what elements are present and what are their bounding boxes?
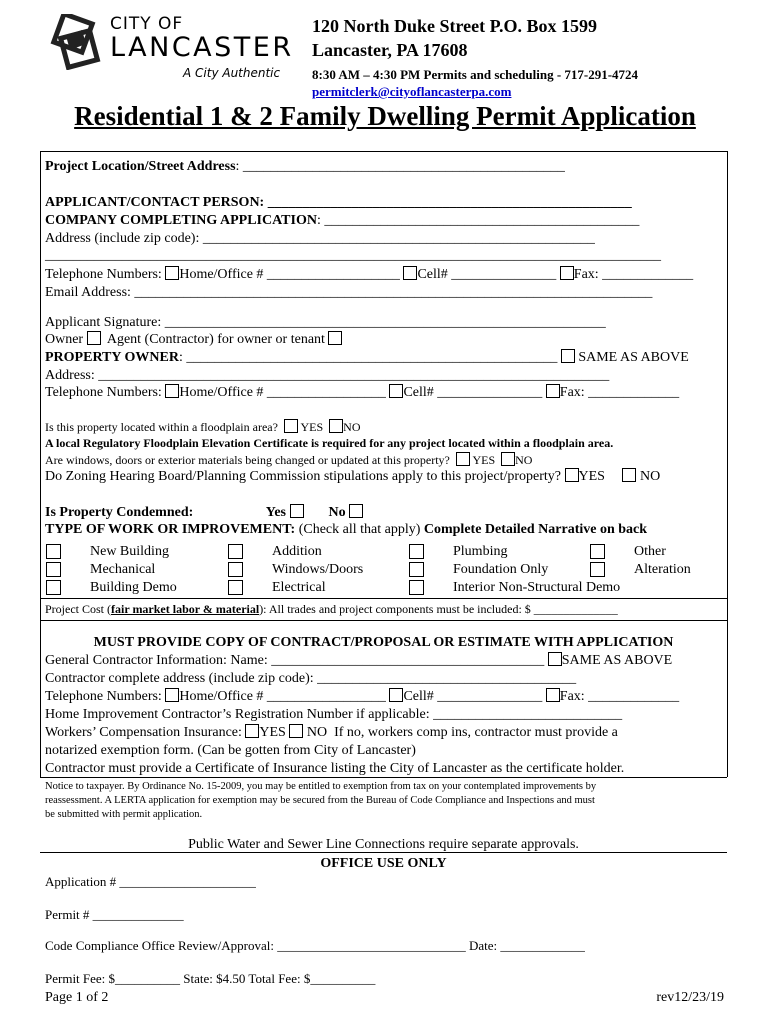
home-office-checkbox[interactable] (165, 266, 179, 280)
plumbing-checkbox[interactable] (409, 544, 424, 559)
zoning-no-label: NO (639, 469, 661, 484)
zoning-question: Do Zoning Hearing Board/Planning Commission stipulations apply to this project/property? (45, 469, 561, 484)
contractor-phone-row (45, 688, 679, 706)
project-location-label: Project Location/Street Address (45, 159, 236, 174)
company-row[interactable] (45, 212, 639, 230)
work-option-addition: Addition (272, 544, 322, 559)
home-office-field[interactable]: Home/Office # ___________________ (179, 267, 400, 282)
address-line-1: 120 North Duke Street P.O. Box 1599 (312, 16, 597, 36)
work-col-4 (634, 543, 691, 579)
hic-registration-field[interactable]: Home Improvement Contractor’s Registration Number if applicable: ___________________________ (45, 707, 623, 722)
floodplain-yes-checkbox[interactable] (284, 419, 298, 433)
applicant-address-line-2[interactable]: ________________________________________________________________________________________ (45, 248, 661, 263)
agent-checkbox[interactable] (328, 331, 342, 345)
owner-phone-row (45, 384, 679, 402)
workers-comp-row (45, 724, 618, 742)
work-type-instructions: (Check all that apply) (295, 522, 424, 537)
windows-doors-checkbox[interactable] (228, 562, 243, 577)
cell-field[interactable]: Cell# _______________ (417, 267, 557, 282)
taxpayer-notice-line-1: Notice to taxpayer. By Ordinance No. 15-2009, you may be entitled to exemption from tax on your contemplated improvements by (45, 781, 597, 792)
office-use-divider (40, 852, 727, 853)
floodplain-row (45, 419, 361, 435)
work-option-alteration: Alteration (634, 562, 691, 577)
contractor-fax-checkbox[interactable] (546, 688, 560, 702)
work-option-mechanical: Mechanical (90, 562, 156, 577)
applicant-address-field[interactable]: Address (include zip code): ________________________________________________________ (45, 231, 595, 246)
permit-number-field[interactable]: Permit # ______________ (45, 907, 184, 922)
owner-same-as-above-checkbox[interactable] (561, 349, 575, 363)
form-top-border (40, 151, 727, 152)
foundation-only-checkbox[interactable] (409, 562, 424, 577)
work-option-plumbing: Plumbing (453, 544, 508, 559)
workers-comp-no-label: NO (306, 725, 328, 740)
condemned-no-checkbox[interactable] (349, 504, 363, 518)
city-logo (48, 12, 298, 86)
condemned-no-label: No (328, 505, 346, 520)
condemned-label: Is Property Condemned: (45, 505, 194, 520)
zoning-row (45, 468, 660, 486)
page-number: Page 1 of 2 (45, 990, 109, 1005)
contractor-fax-field[interactable]: Fax: _____________ (559, 689, 680, 704)
work-section-divider (40, 598, 727, 599)
work-option-building-demo: Building Demo (90, 580, 177, 595)
project-location-row[interactable] (45, 158, 565, 176)
project-cost-emphasis: fair market labor & material (111, 602, 260, 616)
zoning-no-checkbox[interactable] (622, 468, 636, 482)
owner-fax-checkbox[interactable] (546, 384, 560, 398)
contractor-cell-field[interactable]: Cell# _______________ (403, 689, 543, 704)
fees-row[interactable]: Permit Fee: $__________ State: $4.50 Total Fee: $__________ (45, 971, 376, 986)
work-col-3 (453, 543, 620, 597)
fax-checkbox[interactable] (560, 266, 574, 280)
zoning-yes-checkbox[interactable] (565, 468, 579, 482)
workers-comp-yes-label: YES (259, 725, 286, 740)
gc-info-row (45, 652, 672, 670)
workers-comp-no-checkbox[interactable] (289, 724, 303, 738)
work-option-interior-demo: Interior Non-Structural Demo (453, 580, 621, 595)
cell-checkbox[interactable] (403, 266, 417, 280)
taxpayer-notice (45, 780, 596, 822)
project-cost-field[interactable]: ): All trades and project components must be included: $ ______________ (259, 602, 618, 616)
materials-yes-label: YES (472, 453, 496, 467)
contractor-home-office-field[interactable]: Home/Office # _________________ (179, 689, 386, 704)
work-option-windows-doors: Windows/Doors (272, 562, 364, 577)
form-right-border (727, 151, 728, 777)
owner-cell-checkbox[interactable] (389, 384, 403, 398)
office-hours: 8:30 AM – 4:30 PM Permits and scheduling - 717-291-4724 (312, 67, 639, 82)
owner-home-office-field[interactable]: Home/Office # _________________ (179, 385, 386, 400)
materials-no-checkbox[interactable] (501, 452, 515, 466)
work-type-heading (45, 521, 647, 539)
gc-same-as-above-checkbox[interactable] (548, 652, 562, 666)
floodplain-question: Is this property located within a floodplain area? (45, 420, 278, 434)
revision-date: rev12/23/19 (656, 990, 724, 1005)
work-option-foundation-only: Foundation Only (453, 562, 549, 577)
water-sewer-note: Public Water and Sewer Line Connections require separate approvals. (188, 837, 579, 852)
logo-lancaster: LANCASTER (110, 32, 294, 63)
address-line-2: Lancaster, PA 17608 (312, 40, 468, 60)
building-demo-checkbox[interactable] (46, 580, 61, 595)
electrical-checkbox[interactable] (228, 580, 243, 595)
owner-agent-row (45, 331, 342, 349)
owner-fax-field[interactable]: Fax: _____________ (559, 385, 680, 400)
agent-label: Agent (Contractor) for owner or tenant (106, 332, 325, 347)
workers-comp-label: Workers’ Compensation Insurance: (45, 725, 242, 740)
cost-section-divider (40, 620, 727, 621)
new-building-checkbox[interactable] (46, 544, 61, 559)
company-label: COMPANY COMPLETING APPLICATION (45, 213, 317, 228)
work-type-label: TYPE OF WORK OR IMPROVEMENT: (45, 522, 296, 537)
work-option-other: Other (634, 544, 666, 559)
contractor-cell-checkbox[interactable] (389, 688, 403, 702)
gc-name-field[interactable]: General Contractor Information: Name: _______________________________________ (45, 653, 545, 668)
condemned-yes-checkbox[interactable] (290, 504, 304, 518)
work-col-2 (272, 543, 363, 597)
mechanical-checkbox[interactable] (46, 562, 61, 577)
work-option-new-building: New Building (90, 544, 169, 559)
contractor-address-field[interactable]: Contractor complete address (include zip code): _____________________________________ (45, 671, 577, 686)
city-emblem-icon (48, 14, 104, 70)
application-number-field[interactable]: Application # _____________________ (45, 874, 256, 889)
floodplain-yes-label: YES (300, 420, 324, 434)
contact-email-link[interactable]: permitclerk@cityoflancasterpa.com (312, 84, 512, 99)
addition-checkbox[interactable] (228, 544, 243, 559)
certificate-of-insurance-note: Contractor must provide a Certificate of Insurance listing the City of Lancaster as the certificate holder. (45, 761, 625, 776)
condemned-row (45, 504, 363, 522)
project-cost-row[interactable] (45, 602, 618, 617)
workers-comp-yes-checkbox[interactable] (245, 724, 259, 738)
applicant-phone-row (45, 266, 693, 284)
interior-demo-checkbox[interactable] (409, 580, 424, 595)
property-owner-address-field[interactable]: Address: _________________________________________________________________________ (45, 368, 610, 383)
property-owner-field[interactable]: : _____________________________________________________ (178, 350, 558, 365)
work-col-1 (90, 543, 177, 597)
materials-no-label: NO (515, 453, 533, 467)
phone-label: Telephone Numbers: (45, 267, 162, 282)
office-use-heading: OFFICE USE ONLY (320, 856, 447, 871)
owner-checkbox[interactable] (87, 331, 101, 345)
property-owner-label: PROPERTY OWNER (45, 350, 179, 365)
condemned-yes-label: Yes (265, 505, 287, 520)
workers-comp-note: If no, workers comp ins, contractor must provide a (334, 725, 618, 740)
taxpayer-notice-line-3: be submitted with permit application. (45, 809, 203, 820)
applicant-signature-field[interactable]: Applicant Signature: _______________________________________________________________ (45, 315, 606, 330)
owner-label: Owner (45, 332, 84, 347)
logo-city-of: CITY OF (110, 14, 184, 34)
contract-copy-heading: MUST PROVIDE COPY OF CONTRACT/PROPOSAL OR ESTIMATE WITH APPLICATION (93, 635, 674, 650)
owner-cell-field[interactable]: Cell# _______________ (403, 385, 543, 400)
materials-question: Are windows, doors or exterior materials being changed or updated at this property? (45, 453, 450, 467)
work-option-electrical: Electrical (272, 580, 326, 595)
contractor-home-office-checkbox[interactable] (165, 688, 179, 702)
workers-comp-note-2: notarized exemption form. (Can be gotten from City of Lancaster) (45, 743, 416, 758)
work-type-narrative-note: Complete Detailed Narrative on back (423, 522, 648, 537)
floodplain-no-checkbox[interactable] (329, 419, 343, 433)
company-field[interactable]: : _____________________________________________ (316, 213, 640, 228)
floodplain-no-label: NO (343, 420, 361, 434)
owner-home-office-checkbox[interactable] (165, 384, 179, 398)
materials-row (45, 452, 532, 468)
floodplain-notice: A local Regulatory Floodplain Elevation Certificate is required for any project located within a floodplain area. (45, 436, 614, 450)
project-location-field[interactable]: : ______________________________________________ (235, 159, 565, 174)
form-left-border (40, 151, 41, 777)
logo-tagline: A City Authentic (183, 66, 281, 80)
owner-same-as-above-label: SAME AS ABOVE (578, 350, 689, 365)
taxpayer-notice-line-2: reassessment. A LERTA application for exemption may be secured from the Bureau of Code Compliance and Inspections and must (45, 795, 595, 806)
contractor-phone-label: Telephone Numbers: (45, 689, 162, 704)
owner-phone-label: Telephone Numbers: (45, 385, 162, 400)
project-cost-label: Project Cost ( (45, 602, 111, 616)
gc-same-as-above-label: SAME AS ABOVE (561, 653, 673, 668)
materials-yes-checkbox[interactable] (456, 452, 470, 466)
property-owner-row (45, 349, 689, 367)
applicant-contact-field[interactable]: APPLICANT/CONTACT PERSON: ____________________________________________________ (45, 195, 632, 210)
review-approval-field[interactable]: Code Compliance Office Review/Approval: _____________________________ Date: _____________ (45, 938, 585, 953)
zoning-yes-label: YES (578, 469, 605, 484)
fax-field[interactable]: Fax: _____________ (573, 267, 694, 282)
page-title: Residential 1 & 2 Family Dwelling Permit Application (74, 101, 696, 131)
applicant-email-field[interactable]: Email Address: __________________________________________________________________________ (45, 285, 653, 300)
